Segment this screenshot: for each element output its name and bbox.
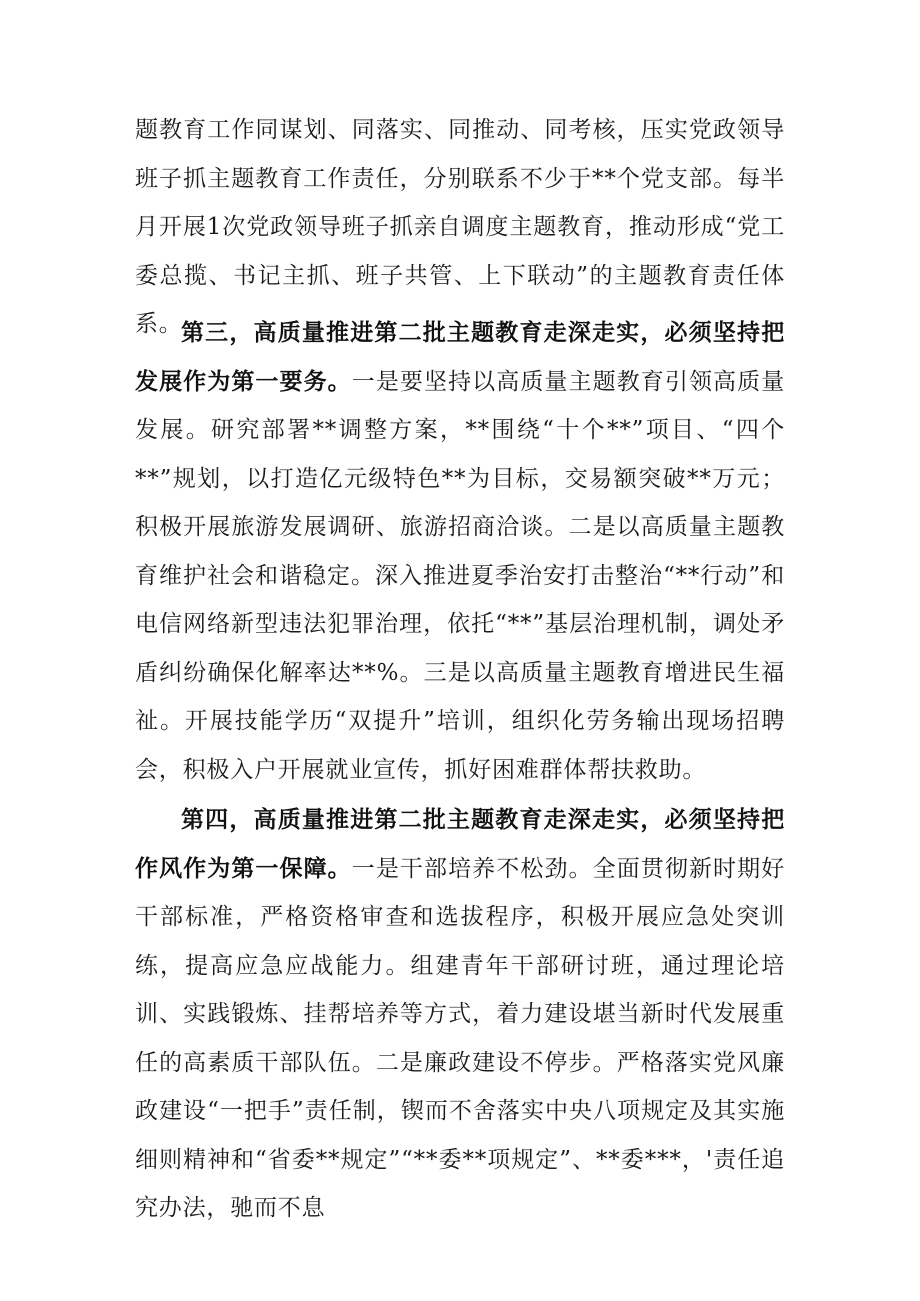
paragraph-2-body: 一是要坚持以高质量主题教育引领高质量发展。研究部署**调整方案，**围绕“十个**”项目、“四个**”规划，以打造亿元级特色**为目标，交易额突破**万元；积极开展旅游发展调研、旅游招商洽谈。二是以高质量主题教育维护社会和谐稳定。深入推进夏季治安打击整治“**行动”和电信网络新型违法犯罪治理，依托“**”基层治理机制，调处矛盾纠纷确保化解率达**%。三是以高质量主题教育增进民生福祉。开展技能学历“双提升”培训，组织化劳务输出现场招聘会，积极入户开展就业宣传，抓好困难群体帮扶救助。 — [135, 368, 785, 783]
paragraph-3 — [135, 796, 785, 1233]
paragraph-3-lead: 第四，高质量推进第二批主题教育走深走实，必须坚持把作风作为第一保障。 — [135, 806, 785, 882]
paragraph-fourth — [135, 796, 785, 1233]
paragraph-1-body: 题教育工作同谋划、同落实、同推动、同考核，压实党政领导班子抓主题教育工作责任，分别联系不少于**个党支部。每半月开展1次党政领导班子抓亲自调度主题教育，推动形成“党工委总揽、书记主抓、班子共管、上下联动”的主题教育责任体系。 — [135, 117, 785, 337]
paragraph-2-lead: 第三，高质量推进第二批主题教育走深走实，必须坚持把发展作为第一要务。 — [135, 319, 785, 395]
paragraph-2 — [135, 309, 785, 794]
paragraph-third — [135, 309, 785, 794]
paragraph-3-body: 一是干部培养不松劲。全面贯彻新时期好干部标准，严格资格审查和选拔程序，积极开展应急处突训练，提高应急应战能力。组建青年干部研讨班，通过理论培训、实践锻炼、挂帮培养等方式，着力建设堪当新时代发展重任的高素质干部队伍。二是廉政建设不停步。严格落实党风廉政建设“一把手”责任制，锲而不舍落实中央八项规定及其实施细则精神和“省委**规定”“**委**项规定”、**委***，'责任追究办法，驰而不息 — [135, 855, 785, 1221]
